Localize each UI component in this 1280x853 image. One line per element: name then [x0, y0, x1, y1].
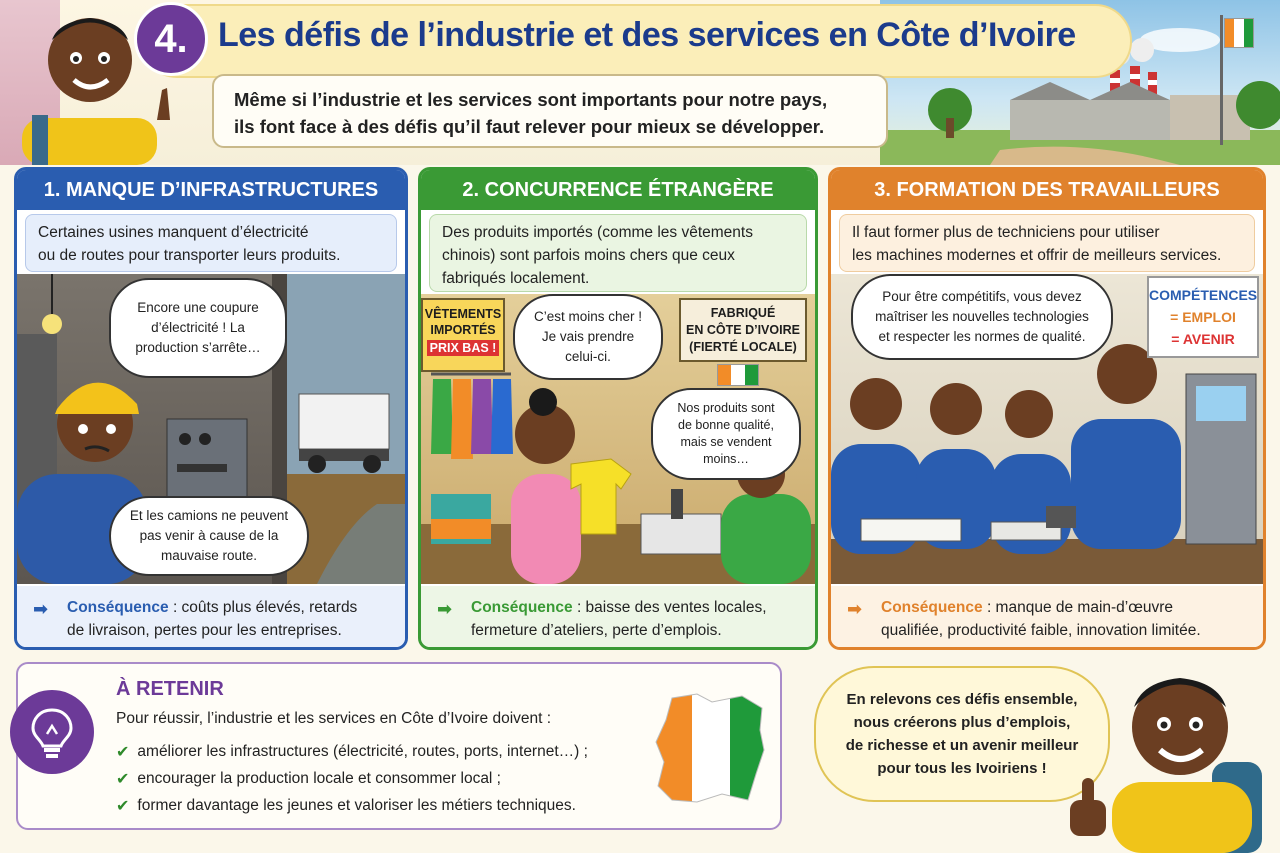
list-item-text: former davantage les jeunes et valoriser les métiers techniques. — [137, 796, 576, 814]
list-item — [116, 738, 656, 765]
bubble-line: Nos produits sont — [677, 401, 775, 415]
consequence-text: : manque de main-d’œuvre — [982, 599, 1174, 616]
board-line: COMPÉTENCES — [1149, 287, 1258, 303]
sign-made-locally — [679, 298, 807, 362]
sign-line: IMPORTÉS — [430, 323, 496, 337]
list-item — [116, 792, 656, 819]
retenir-list — [116, 738, 656, 819]
bubble-line: pas venir à cause de la — [139, 528, 279, 543]
panel-heading: 1. MANQUE D’INFRASTRUCTURES — [17, 170, 405, 210]
check-icon: ✔ — [116, 743, 130, 761]
description-line: chinois) sont parfois moins chers que ceux — [442, 247, 735, 264]
consequence-label: Conséquence — [67, 599, 169, 616]
bubble-line: Je vais prendre — [541, 329, 635, 344]
bubble-line: production s’arrête… — [135, 340, 261, 355]
consequence-box — [831, 586, 1263, 650]
intro-line: ils font face à des défis qu’il faut relever pour mieux se développer. — [234, 116, 825, 137]
list-item-text: encourager la production locale et consommer local ; — [137, 769, 501, 787]
power-cut-scene — [17, 274, 405, 584]
description-line: fabriqués localement. — [442, 270, 590, 287]
consequence-text: : coûts plus élevés, retards — [168, 599, 358, 616]
retenir-title: À RETENIR — [116, 678, 224, 700]
speech-bubble-power-cut — [109, 278, 287, 378]
arrow-right-icon: ➡ — [33, 599, 49, 619]
thought-bubble-quality — [651, 388, 801, 480]
consequence-text: fermeture d’ateliers, perte d’emplois. — [471, 622, 722, 639]
speech-bubble-competitive — [851, 274, 1113, 360]
retenir-intro: Pour réussir, l’industrie et les services en Côte d’Ivoire doivent : — [116, 710, 552, 727]
bubble-line: Et les camions ne peuvent — [129, 508, 289, 523]
sign-imported-clothes — [421, 298, 505, 372]
bubble-line: Pour être compétitifs, vous devez — [882, 289, 1082, 304]
list-item — [116, 765, 656, 792]
arrow-right-icon: ➡ — [847, 599, 863, 619]
bubble-line: Encore une coupure — [137, 300, 259, 315]
bubble-line: d’électricité ! La — [151, 320, 245, 335]
panel-description — [25, 214, 397, 272]
list-item-text: améliorer les infrastructures (électricité, routes, ports, internet…) ; — [137, 742, 588, 760]
check-icon: ✔ — [116, 797, 130, 815]
bubble-line: En relevons ces défis ensemble, — [846, 691, 1078, 708]
bubble-line: maîtriser les nouvelles technologies — [875, 309, 1089, 324]
bubble-line: moins… — [703, 452, 749, 466]
description-line: les machines modernes et offrir de meilleurs services. — [852, 247, 1222, 264]
flag-icon — [717, 364, 759, 386]
sign-line: PRIX BAS ! — [427, 340, 499, 356]
panel-description — [429, 214, 807, 292]
description-line: Des produits importés (comme les vêtements — [442, 224, 753, 241]
consequence-box — [17, 586, 405, 650]
consequence-label: Conséquence — [881, 599, 983, 616]
boy-character-thumbs-up — [1062, 652, 1272, 853]
intro-box — [212, 74, 888, 148]
intro-line: Même si l’industrie et les services sont importants pour notre pays, — [234, 89, 828, 110]
panel-description — [839, 214, 1255, 272]
panel-heading: 3. FORMATION DES TRAVAILLEURS — [831, 170, 1263, 210]
panel-concurrence — [418, 167, 818, 650]
panel-infrastructures — [14, 167, 408, 650]
bubble-line: et respecter les normes de qualité. — [878, 329, 1086, 344]
consequence-text: de livraison, pertes pour les entreprises. — [67, 622, 342, 639]
sign-line: (FIERTÉ LOCALE) — [689, 340, 797, 354]
bubble-line: pour tous les Ivoiriens ! — [877, 760, 1047, 777]
arrow-right-icon: ➡ — [437, 599, 453, 619]
check-icon: ✔ — [116, 770, 130, 788]
consequence-box — [421, 586, 815, 650]
map-icon — [652, 690, 770, 810]
market-scene — [421, 294, 815, 584]
board-line: = AVENIR — [1171, 331, 1235, 347]
bubble-line: de bonne qualité, — [678, 418, 774, 432]
consequence-text: qualifiée, productivité faible, innovation limitée. — [881, 622, 1201, 639]
speech-bubble-bad-road — [109, 496, 309, 576]
panel-formation — [828, 167, 1266, 650]
description-line: Certaines usines manquent d’électricité — [38, 224, 309, 241]
bubble-line: celui-ci. — [565, 349, 611, 364]
bubble-line: mauvaise route. — [160, 548, 258, 563]
description-line: Il faut former plus de techniciens pour utiliser — [852, 224, 1160, 241]
skills-board — [1147, 276, 1259, 358]
panel-heading: 2. CONCURRENCE ÉTRANGÈRE — [421, 170, 815, 210]
bubble-line: nous créerons plus d’emplois, — [853, 714, 1071, 731]
flag-icon — [1224, 18, 1254, 48]
training-scene — [831, 274, 1263, 584]
lightbulb-icon — [10, 690, 94, 774]
sign-line: EN CÔTE D’IVOIRE — [686, 323, 800, 337]
sign-line: FABRIQUÉ — [710, 306, 776, 320]
section-number: 4. — [134, 2, 208, 76]
bubble-line: mais se vendent — [680, 435, 772, 449]
bubble-line: de richesse et un avenir meilleur — [845, 737, 1079, 754]
bubble-line: C’est moins cher ! — [533, 309, 643, 324]
speech-bubble-cheaper — [513, 294, 663, 380]
consequence-label: Conséquence — [471, 599, 573, 616]
consequence-text: : baisse des ventes locales, — [572, 599, 767, 616]
page-title: Les défis de l’industrie et des services en Côte d’Ivoire — [218, 16, 1076, 54]
description-line: ou de routes pour transporter leurs produits. — [38, 247, 341, 264]
board-line: = EMPLOI — [1170, 309, 1236, 325]
sign-line: VÊTEMENTS — [424, 307, 502, 321]
